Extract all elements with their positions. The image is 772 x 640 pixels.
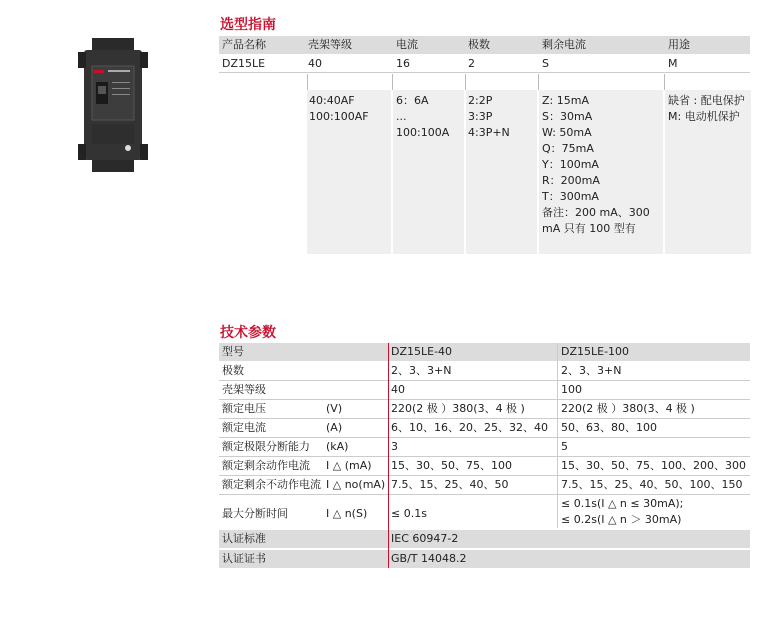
cert-standard-value: IEC 60947-2 xyxy=(391,532,459,545)
connector xyxy=(307,74,308,90)
connector xyxy=(538,74,539,90)
tech-header-dz15le-100: DZ15LE-100 xyxy=(561,345,630,358)
param-label: 壳架等级 xyxy=(222,383,266,396)
param-label: 额定剩余动作电流 xyxy=(222,459,310,472)
frame-option: 40:40AF xyxy=(309,94,355,107)
selection-title: 选型指南 xyxy=(220,17,276,33)
param-value-40: 6、10、16、20、25、32、40 xyxy=(391,421,548,434)
param-value-100: 5 xyxy=(561,440,568,453)
frame-option: 100:100AF xyxy=(309,110,369,123)
cert-certificate-row xyxy=(219,550,750,568)
param-value-40: 15、30、50、75、100 xyxy=(391,459,512,472)
tech-header-row xyxy=(219,343,750,361)
column-divider xyxy=(557,343,558,528)
param-value-40: 220(2 极 ）380(3、4 极 ) xyxy=(391,402,525,415)
param-unit: (A) xyxy=(326,421,343,434)
tech-title: 技术参数 xyxy=(220,325,276,341)
selection-value-usage: M xyxy=(668,57,678,70)
cert-certificate-value: GB/T 14048.2 xyxy=(391,552,467,565)
tech-header-dz15le-40: DZ15LE-40 xyxy=(391,345,453,358)
row-divider xyxy=(219,456,750,457)
row-divider xyxy=(219,380,750,381)
selection-value-product: DZ15LE xyxy=(222,57,266,70)
connector xyxy=(664,74,665,90)
row-divider xyxy=(219,475,750,476)
tech-header-model: 型号 xyxy=(222,345,244,358)
param-value-100: ≤ 0.1s(I △ n ≤ 30mA); ≤ 0.2s(I △ n ＞ 30mA) xyxy=(561,497,684,526)
column-divider-red xyxy=(388,343,389,568)
row-divider xyxy=(219,437,750,438)
poles-option: 4:3P+N xyxy=(468,126,510,139)
product-image xyxy=(78,38,148,172)
param-value-40: ≤ 0.1s xyxy=(391,507,427,520)
row-divider xyxy=(219,494,750,495)
residual-note: 备注：200 mA、300 mA 只有 100 型有 xyxy=(542,206,650,235)
poles-option: 2:2P xyxy=(468,94,493,107)
residual-option: S：30mA xyxy=(542,110,593,123)
param-unit: (kA) xyxy=(326,440,349,453)
row-divider xyxy=(219,399,750,400)
param-unit: I △ no(mA) xyxy=(326,478,386,491)
residual-option: W: 50mA xyxy=(542,126,592,139)
param-value-100: 7.5、15、25、40、50、100、150 xyxy=(561,478,743,491)
poles-option: 3:3P xyxy=(468,110,493,123)
param-value-100: 100 xyxy=(561,383,582,396)
selection-value-residual: S xyxy=(542,57,549,70)
param-label: 额定剩余不动作电流 xyxy=(222,478,321,491)
current-option: 6：6A xyxy=(396,94,429,107)
connector xyxy=(392,74,393,90)
param-label: 额定电压 xyxy=(222,402,266,415)
param-value-40: 7.5、15、25、40、50 xyxy=(391,478,509,491)
param-value-100: 220(2 极 ）380(3、4 极 ) xyxy=(561,402,695,415)
selection-value-poles: 2 xyxy=(468,57,475,70)
current-option: ... xyxy=(396,110,407,123)
selection-header-poles: 极数 xyxy=(468,38,490,51)
cert-standard-row xyxy=(219,530,750,548)
param-value-40: 3 xyxy=(391,440,398,453)
selection-header-residual: 剩余电流 xyxy=(542,38,586,51)
cert-certificate-label: 认证证书 xyxy=(222,552,266,565)
residual-option: Q：75mA xyxy=(542,142,594,155)
usage-option: M: 电动机保护 xyxy=(668,110,740,123)
param-label: 额定极限分断能力 xyxy=(222,440,310,453)
param-label: 额定电流 xyxy=(222,421,266,434)
residual-option: Z: 15mA xyxy=(542,94,589,107)
connector xyxy=(465,74,466,90)
param-unit: I △ (mA) xyxy=(326,459,372,472)
param-unit: (V) xyxy=(326,402,343,415)
selection-value-underline xyxy=(219,72,750,73)
param-value-100: 50、63、80、100 xyxy=(561,421,657,434)
selection-header-current: 电流 xyxy=(396,38,418,51)
residual-option: T：300mA xyxy=(542,190,599,203)
param-value-100: 2、3、3+N xyxy=(561,364,622,377)
param-label: 最大分断时间 xyxy=(222,507,288,520)
selection-value-frame: 40 xyxy=(308,57,322,70)
selection-header-usage: 用途 xyxy=(668,38,690,51)
residual-option: Y：100mA xyxy=(542,158,599,171)
selection-header-product: 产品名称 xyxy=(222,38,266,51)
residual-option: R：200mA xyxy=(542,174,600,187)
usage-option: 缺省 : 配电保护 xyxy=(668,94,745,107)
current-option: 100:100A xyxy=(396,126,450,139)
param-value-40: 2、3、3+N xyxy=(391,364,452,377)
param-unit: I △ n(S) xyxy=(326,507,368,520)
selection-header-frame: 壳架等级 xyxy=(308,38,352,51)
param-value-100: 15、30、50、75、100、200、300 xyxy=(561,459,746,472)
row-divider xyxy=(219,418,750,419)
param-label: 极数 xyxy=(222,364,244,377)
param-value-40: 40 xyxy=(391,383,405,396)
cert-standard-label: 认证标准 xyxy=(222,532,266,545)
selection-value-current: 16 xyxy=(396,57,410,70)
